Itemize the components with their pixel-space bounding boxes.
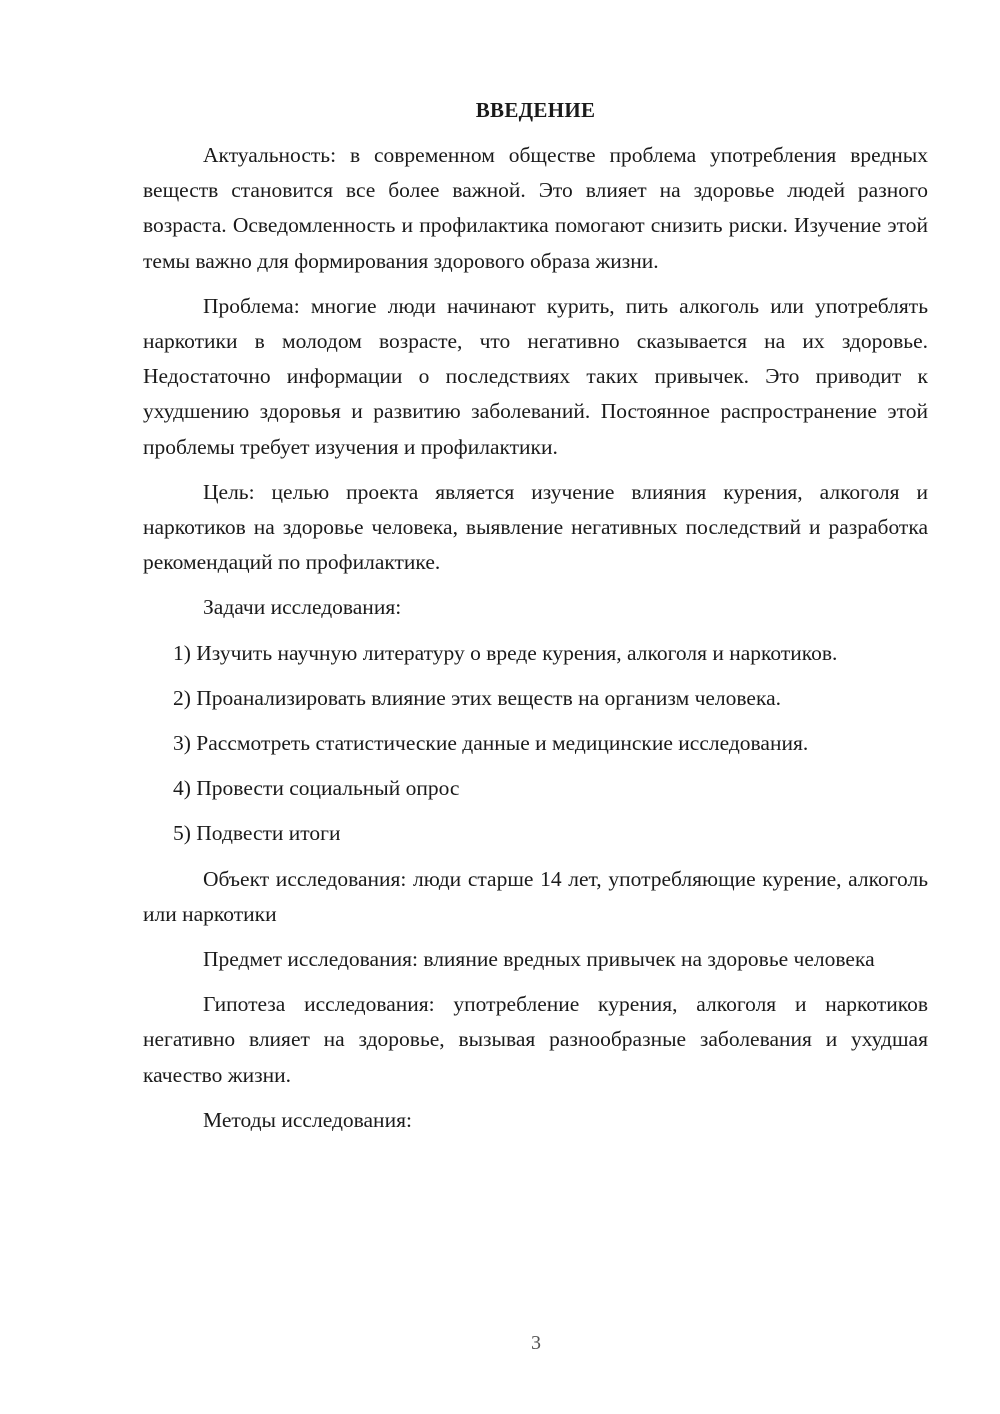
task-item-3: 3) Рассмотреть статистические данные и медицинские исследования. [173,731,809,756]
task-item-4: 4) Провести социальный опрос [173,776,460,801]
document-page [143,92,928,1148]
paragraph-relevance: Актуальность: в современном обществе проблема употребления вредных веществ становится все более важной. Это влияет на здоровье людей разного возраста. Осведомленность и профилактика помогают снизить риски. Изучение этой темы важно для формирования здорового образа жизни. [143,143,928,273]
task-item-2: 2) Проанализировать влияние этих веществ на организм человека. [173,685,782,710]
paragraph-object: Объект исследования: люди старше 14 лет, употребляющие курение, алкоголь или наркотики [143,866,928,926]
paragraph-methods: Методы исследования: [203,1107,412,1132]
task-item-5: 5) Подвести итоги [173,821,341,846]
paragraph-subject: Предмет исследования: влияние вредных привычек на здоровье человека [203,947,875,972]
paragraph-hypothesis: Гипотеза исследования: употребление курения, алкоголя и наркотиков негативно влияет на здоровье, вызывая разнообразные заболевания и ухудшая качество жизни. [143,992,928,1087]
page-number: 3 [531,1332,541,1354]
paragraph-problem: Проблема: многие люди начинают курить, пить алкоголь или употреблять наркотики в молодом возрасте, что негативно сказывается на их здоровье. Недостаточно информации о последствиях таких привычек. Это приводит к ухудшению здоровья и развитию заболеваний. Постоянное распространение этой проблемы требует изучения и профилактики. [143,293,928,459]
paragraph-tasks-heading: Задачи исследования: [203,595,402,620]
section-title: ВВЕДЕНИЕ [475,98,596,122]
paragraph-goal: Цель: целью проекта является изучение влияния курения, алкоголя и наркотиков на здоровье человека, выявление негативных последствий и разработка рекомендаций по профилактике. [143,479,928,575]
task-item-1: 1) Изучить научную литературу о вреде курения, алкоголя и наркотиков. [173,640,838,665]
